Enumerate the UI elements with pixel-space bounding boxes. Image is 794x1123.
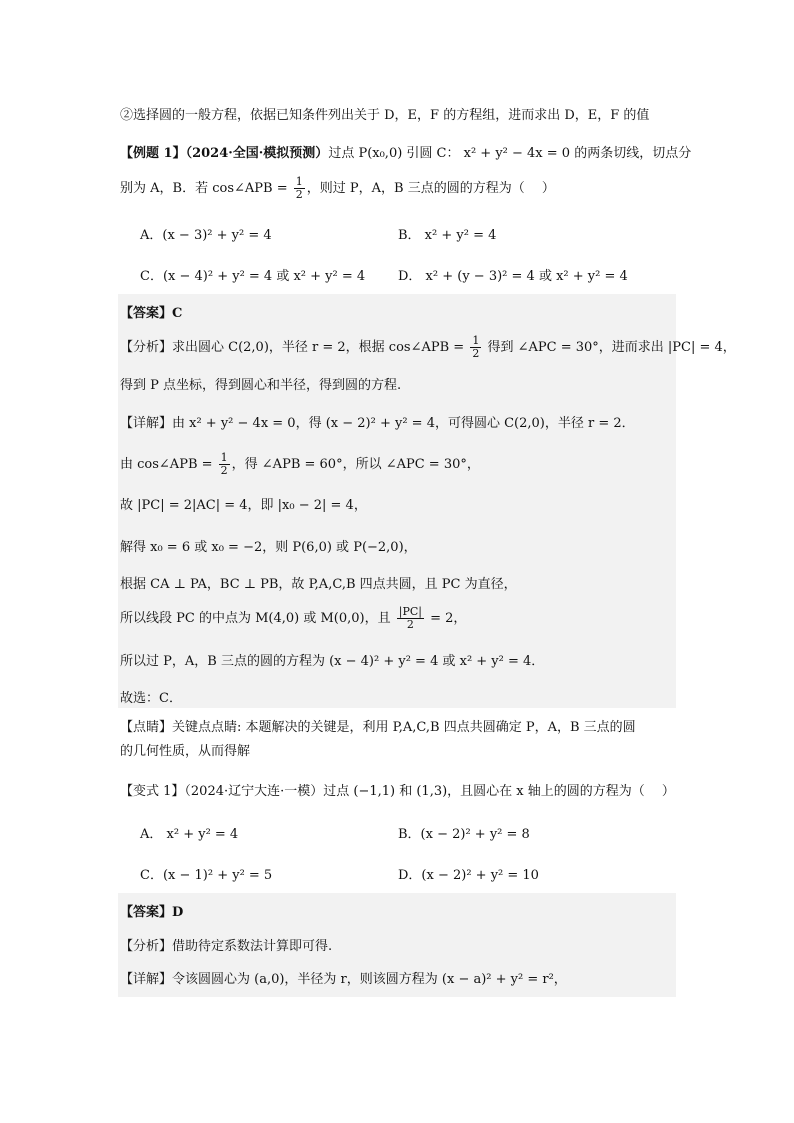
example-question-line2a: 别为 A，B．若 cos∠APB = (120, 181, 292, 196)
variant-option-c: C．(x − 1)² + y² = 5 (140, 868, 273, 883)
keypoint-line2: 的几何性质，从而得解 (120, 744, 251, 759)
detail-line3: 故 |PC| = 2|AC| = 4，即 |x₀ − 2| = 4， (120, 498, 367, 513)
fraction-one-half: $\frac{1}{2}$ (295, 175, 303, 201)
detail-line5: 根据 CA ⊥ PA，BC ⊥ PB，故 P,A,C,B 四点共圆，且 PC 为直径， (120, 577, 517, 592)
answer-line: 【答案】C (120, 306, 183, 321)
variant-option-b: B．(x − 2)² + y² = 8 (398, 827, 530, 842)
fraction-pc-over-2: $\frac{|PC|}{2}$ (398, 605, 422, 631)
analysis-line1: 【分析】求出圆心 C(2,0)，半径 r = 2，根据 cos∠APB = $\frac{1}{2}$ 得到 ∠APC = 30°，进而求出 |PC| = 4， (120, 334, 736, 360)
variant-answer-line: 【答案】D (120, 905, 184, 920)
detail-line7: 所以过 P，A，B 三点的圆的方程为 (x − 4)² + y² = 4 或 x² + y² = 4． (120, 654, 545, 669)
intro-line: ②选择圆的一般方程，依据已知条件列出关于 D，E，F 的方程组，进而求出 D，E，F 的值 (120, 108, 650, 123)
example-tag: 【例题 1】 (120, 146, 186, 161)
detail-line4: 解得 x₀ = 6 或 x₀ = −2，则 P(6,0) 或 P(−2,0)， (120, 540, 417, 555)
option-a: A．(x − 3)² + y² = 4 (140, 228, 272, 243)
example-question-line1: 过点 P(x₀,0) 引圆 C： x² + y² − 4x = 0 的两条切线，切点分 (328, 146, 692, 161)
variant-option-a: A． x² + y² = 4 (140, 827, 239, 842)
variant-detail-line: 【详解】令该圆圆心为 (a,0)，半径为 r，则该圆方程为 (x − a)² + y² = r²， (120, 972, 567, 987)
analysis-line2: 得到 P 点坐标，得到圆心和半径，得到圆的方程. (120, 378, 402, 393)
keypoint-line1: 【点睛】关键点点睛: 本题解决的关键是，利用 P,A,C,B 四点共圆确定 P，A，B 三点的圆 (120, 720, 636, 735)
detail-line1: 【详解】由 x² + y² − 4x = 0，得 (x − 2)² + y² = 4，可得圆心 C(2,0)，半径 r = 2． (120, 416, 635, 431)
variant1-question: 【变式 1】（2024·辽宁大连·一模）过点 (−1,1) 和 (1,3)，且圆心在 x 轴上的圆的方程为（ ） (120, 784, 675, 799)
variant-option-d: D．(x − 2)² + y² = 10 (398, 868, 539, 883)
detail-line6: 所以线段 PC 的中点为 M(4,0) 或 M(0,0)，且 $\frac{|PC|}{2}$ = 2， (120, 605, 467, 631)
variant-analysis-line: 【分析】借助待定系数法计算即可得. (120, 939, 333, 954)
fraction-one-half: $\frac{1}{2}$ (220, 451, 228, 477)
detail-line2: 由 cos∠APB = $\frac{1}{2}$ ，得 ∠APB = 60°，所以 ∠APC = 30°， (120, 451, 480, 477)
choose-line: 故选：C． (120, 691, 182, 706)
option-d: D． x² + (y − 3)² = 4 或 x² + y² = 4 (398, 269, 628, 284)
example-source: （2024·全国·模拟预测） (185, 146, 329, 161)
option-b: B． x² + y² = 4 (398, 228, 497, 243)
example-question-line2b: ，则过 P，A，B 三点的圆的方程为（ ） (306, 181, 555, 196)
fraction-one-half: $\frac{1}{2}$ (472, 334, 480, 360)
option-c: C．(x − 4)² + y² = 4 或 x² + y² = 4 (140, 269, 366, 284)
